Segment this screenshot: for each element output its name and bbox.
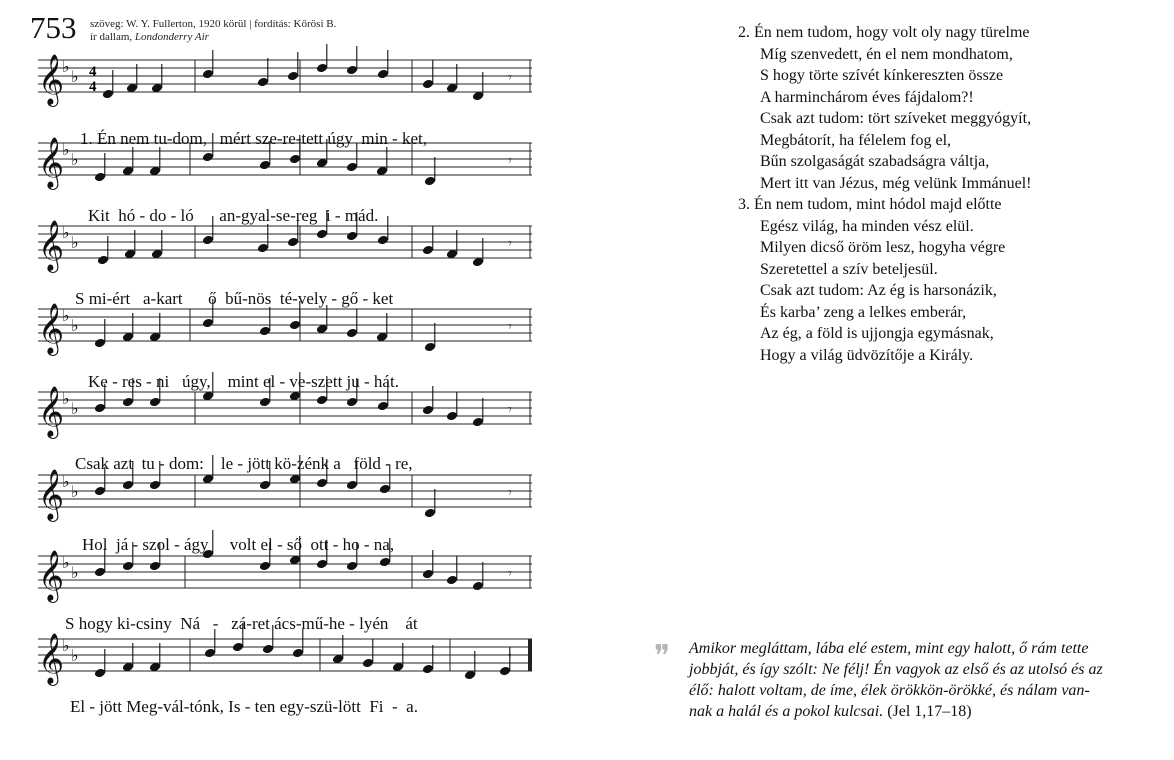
eighth-rest-icon: 𝄾 [508, 402, 512, 418]
flat-sign-icon: ♭ [71, 316, 79, 335]
verse-line: Hogy a világ üdvözítője a Király. [760, 346, 974, 364]
treble-clef-icon: 𝄞 [38, 220, 65, 271]
verses [738, 22, 1031, 366]
treble-clef-icon: 𝄞 [38, 386, 65, 437]
verse-line: Mert itt van Jézus, még velünk Immánuel! [760, 174, 1032, 192]
eighth-rest-icon: 𝄾 [508, 319, 512, 335]
lyric-line-7: S hogy ki-csiny Ná - zá-ret ács-mű-he - lyén át [65, 614, 418, 633]
flat-sign-icon: ♭ [71, 67, 79, 86]
verse-line: És karba’ zeng a lelkes emberár, [760, 303, 967, 321]
lyric-line-2: Kit hó - do - ló an-gyal-se-reg i - mád. [88, 206, 379, 225]
tune-credit-prefix: ír dallam, [90, 31, 135, 43]
treble-clef-icon: 𝄞 [38, 550, 65, 601]
flat-sign-icon: ♭ [71, 482, 79, 501]
flat-sign-icon: ♭ [71, 150, 79, 169]
flat-sign-icon: ♭ [62, 389, 70, 408]
verse-line: Míg szenvedett, én el nem mondhatom, [760, 45, 1013, 63]
treble-clef-icon: 𝄞 [38, 137, 65, 188]
verse-line: Megbátorít, ha félelem fog el, [760, 131, 952, 149]
eighth-rest-icon: 𝄾 [508, 153, 512, 169]
flat-sign-icon: ♭ [71, 399, 79, 418]
verse-line: 3. Én nem tudom, mint hódol majd előtte [738, 196, 1002, 213]
verse-line: Bűn szolgaságát szabadságra váltja, [760, 153, 990, 170]
flat-sign-icon: ♭ [62, 223, 70, 242]
flat-sign-icon: ♭ [62, 472, 70, 491]
verse-line: Csak azt tudom: Az ég is harsonázik, [760, 282, 997, 299]
quote-reference: (Jel 1,17–18) [883, 703, 972, 720]
eighth-rest-icon: 𝄾 [508, 566, 512, 582]
flat-sign-icon: ♭ [62, 553, 70, 572]
eighth-rest-icon: 𝄾 [508, 485, 512, 501]
verse-3 [738, 194, 1031, 366]
lyric-line-1: 1. Én nem tu-dom, mért sze-re-tett úgy min - ket, [80, 129, 427, 148]
lyric-line-8: El - jött Meg-vál-tónk, Is - ten egy-szü-lött Fi - a. [70, 697, 418, 716]
tune-name: Londonderry Air [134, 31, 209, 43]
verse-line: Egész világ, ha minden vész elül. [760, 217, 974, 235]
flat-sign-icon: ♭ [62, 306, 70, 325]
quote-line: jobbját, és így szólt: Ne félj! Én vagyok az első és az utolsó és az [689, 661, 1103, 678]
lyric-line-5: Csak azt tu - dom: le - jött kö-zénk a föld - re, [75, 454, 413, 473]
flat-sign-icon: ♭ [71, 646, 79, 665]
treble-clef-icon: 𝄞 [38, 469, 65, 520]
verse-line: 2. Én nem tudom, hogy volt oly nagy türelme [738, 24, 1030, 41]
verse-2 [738, 22, 1031, 194]
treble-clef-icon: 𝄞 [38, 54, 65, 105]
time-signature-bottom: 4 [89, 79, 97, 95]
lyric-line-6: Hol já - szol - ágy volt el - ső ott - ho - na, [82, 535, 395, 554]
quote-line: Amikor megláttam, lába elé estem, mint egy halott, ő rám tette [689, 640, 1089, 657]
flat-sign-icon: ♭ [62, 636, 70, 655]
eighth-rest-icon: 𝄾 [508, 236, 512, 252]
quote-line: élő: halott voltam, de íme, élek örökkön-örökké, és nálam van- [689, 682, 1090, 699]
verse-line: S hogy törte szívét kínkereszten össze [760, 67, 1004, 84]
eighth-rest-icon: 𝄾 [508, 70, 512, 86]
flat-sign-icon: ♭ [71, 233, 79, 252]
quote-text [689, 638, 1165, 722]
treble-clef-icon: 𝄞 [38, 303, 65, 354]
lyric-line-4: Ke - res - ni úgy, mint el - ve-szett ju - hát. [88, 372, 399, 391]
flat-sign-icon: ♭ [62, 57, 70, 76]
time-signature-top: 4 [89, 64, 97, 80]
verse-line: Az ég, a föld is ujjongja egymásnak, [760, 325, 994, 342]
hymn-number: 753 [30, 10, 77, 45]
verse-line: Milyen dicső öröm lesz, hogyha végre [760, 239, 1006, 256]
verse-line: Csak azt tudom: tört szíveket meggyógyít, [760, 110, 1032, 127]
verse-line: Szeretettel a szív beteljesül. [760, 260, 938, 278]
eighth-rest-icon: 𝄾 [508, 649, 512, 665]
treble-clef-icon: 𝄞 [38, 633, 65, 684]
quote-mark-icon: ❞ [654, 639, 671, 674]
quote-line-end: nak a halál és a pokol kulcsai. [689, 703, 884, 720]
verse-line: A harminchárom éves fájdalom?! [760, 88, 974, 106]
quote-line [689, 701, 1165, 722]
flat-sign-icon: ♭ [62, 140, 70, 159]
text-credit: szöveg: W. Y. Fullerton, 1920 körül | fordítás: Kőrösi B. [90, 18, 337, 30]
lyric-line-3: S mi-ért a-kart ő bű-nös té-vely - gő - ket [75, 289, 394, 308]
flat-sign-icon: ♭ [71, 563, 79, 582]
